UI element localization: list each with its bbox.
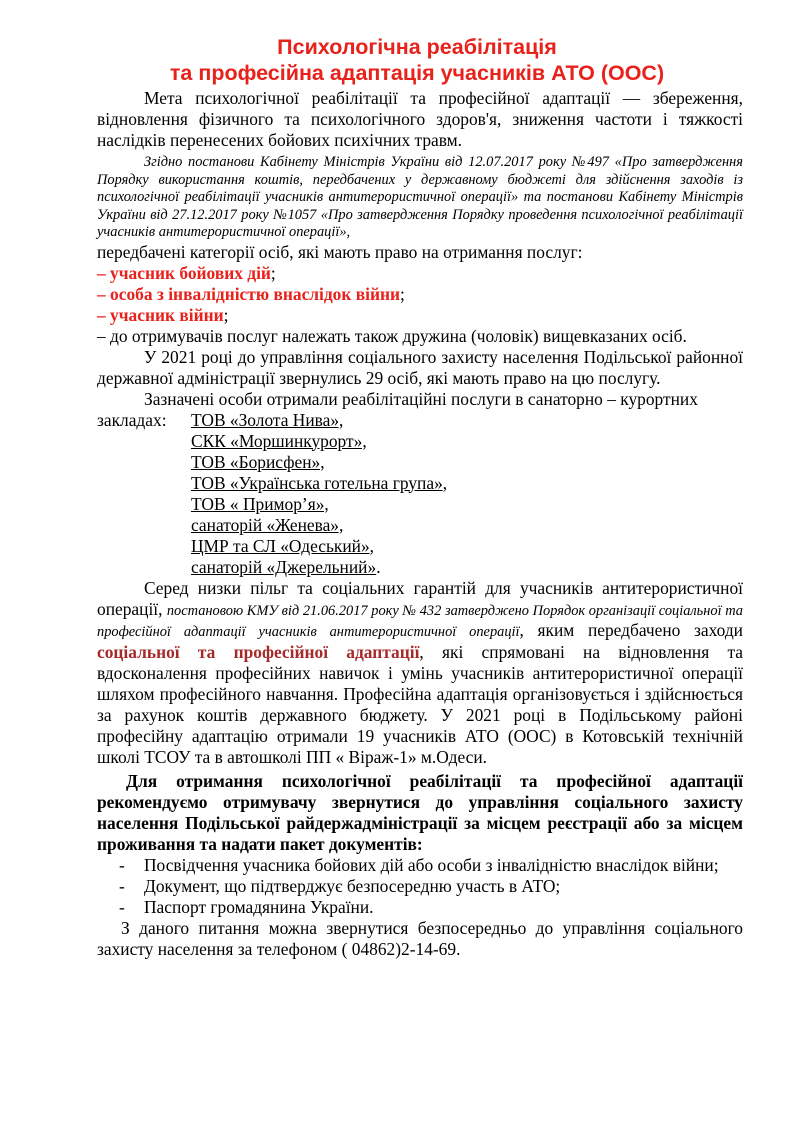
sanatorium-name: СКК «Моршинкурорт», [191,430,367,451]
sanatorium-name: санаторій «Женева», [191,514,344,535]
page-title-line-2: та професійна адаптація учасників АТО (ООС) [169,61,665,85]
sanatorium-name: ЦМР та СЛ «Одеський», [191,535,375,556]
category-item [97,305,743,326]
sanatorium-name: ТОВ «Українська готельна група», [191,472,448,493]
category-end: ; [270,262,276,283]
document-text: Документ, що підтверджує безпосередню участь в АТО; [144,875,561,896]
professional-part-2: , яким передбачено заходи [519,620,743,640]
professional-highlight: соціальної та професійної адаптації [97,641,420,662]
sanatoria-end: . [376,556,381,577]
category-dash: – [97,283,111,304]
category-text: особа з інвалідністю внаслідок війни [110,283,401,304]
legal-basis-paragraph: Згідно постанови Кабінету Міністрів України від 12.07.2017 року №497 «Про затвердження Порядку використання коштів, передбачених у державному бюджеті для здійснення заходів із психологічної реабілітації учасників антитерористичної операції» та постанови Кабінету Міністрів України від 27.12.2017 року №1057 «Про затвердження Порядку проведення психологічної реабілітації учасників антитерористичної операції», [97,154,743,240]
professional-adaptation-paragraph [97,578,743,768]
document-text: Паспорт громадянина України. [144,896,374,917]
category-end: ; [223,304,229,325]
professional-decree: постановою КМУ від 21.06.2017 року № 432 затверджено Порядок організації соціальної та професійної адаптації учасників антитерористичної операції [97,602,743,640]
intro-paragraph: Мета психологічної реабілітації та професійної адаптації — збереження, відновлення фізичного та психологічного здоров'я, зниження частоти і тяжкості наслідків перенесених бойових психічних травм. [97,88,743,150]
stats-paragraph: У 2021 році до управління соціального захисту населення Подільської районної державної адміністрації звернулись 29 осіб, які мають право на цю послугу. [97,346,743,388]
document-body [97,88,743,960]
sanatorium-item [191,431,447,452]
sanatoria-lead: закладах: [97,409,167,430]
category-text: учасник бойових дій [110,262,271,283]
sanatorium-item [191,410,447,431]
sanatorium-item [191,557,447,578]
sanatorium-item [191,536,447,557]
family-paragraph: – до отримувачів послуг належать також дружина (чоловік) вищевказаних осіб. [97,325,687,346]
professional-part-1: Серед низки пільг та соціальних гарантій для учасників антитерористичної операції, [97,577,743,619]
document-item [97,897,743,918]
document-item [97,876,743,897]
category-text: учасник війни [110,304,224,325]
page-title-line-1: Психологічна реабілітація [277,35,557,59]
sanatoria-intro: Зазначені особи отримали реабілітаційні послуги в санаторно – курортних [144,388,698,409]
documents-list [97,855,743,918]
category-dash: – [97,262,111,283]
professional-part-3: , які спрямовані на відновлення та вдосконалення професійних навичок і умінь учасників антитерористичної операції шляхом професійного навчання. Професійна адаптація організовується і здійснюється за рахунок коштів державного бюджету. У 2021 році в Подільському районі професійну адаптацію отримали 19 учасників АТО (ООС) в Котовській технічній школі ТСОУ та в автошколі ПП « Віраж-1» м.Одеси. [97,641,743,767]
document-dash: - [119,896,125,917]
category-dash: – [97,304,111,325]
document-dash: - [119,854,125,875]
recommendation-paragraph: Для отримання психологічної реабілітації та професійної адаптації рекомендуємо отримувачу звернутися до управління соціального захисту населення Подільської райдержадміністрації за місцем реєстрації або за місцем проживання та надати пакет документів: [97,770,743,854]
sanatoria-list [191,410,447,578]
sanatorium-name: ТОВ « Примор’я», [191,493,329,514]
categories-intro: передбачені категорії осіб, які мають право на отримання послуг: [97,241,583,262]
category-item [97,284,743,305]
sanatorium-item [191,515,447,536]
category-item [97,263,743,284]
sanatorium-item [191,494,447,515]
sanatorium-name: ТОВ «Золота Нива», [191,409,344,430]
document-item [97,855,743,876]
document-dash: - [119,875,125,896]
sanatoria-block [97,410,743,578]
document-text: Посвідчення учасника бойових дій або особи з інвалідністю внаслідок війни; [144,854,719,875]
category-end: ; [400,283,405,304]
sanatorium-item [191,452,447,473]
contacts-paragraph: З даного питання можна звернутися безпосередньо до управління соціального захисту населення за телефоном ( 04862)2-14-69. [97,917,743,959]
sanatorium-item [191,473,447,494]
sanatorium-name: санаторій «Джерельний» [191,556,377,577]
sanatorium-name: ТОВ «Борисфен», [191,451,325,472]
